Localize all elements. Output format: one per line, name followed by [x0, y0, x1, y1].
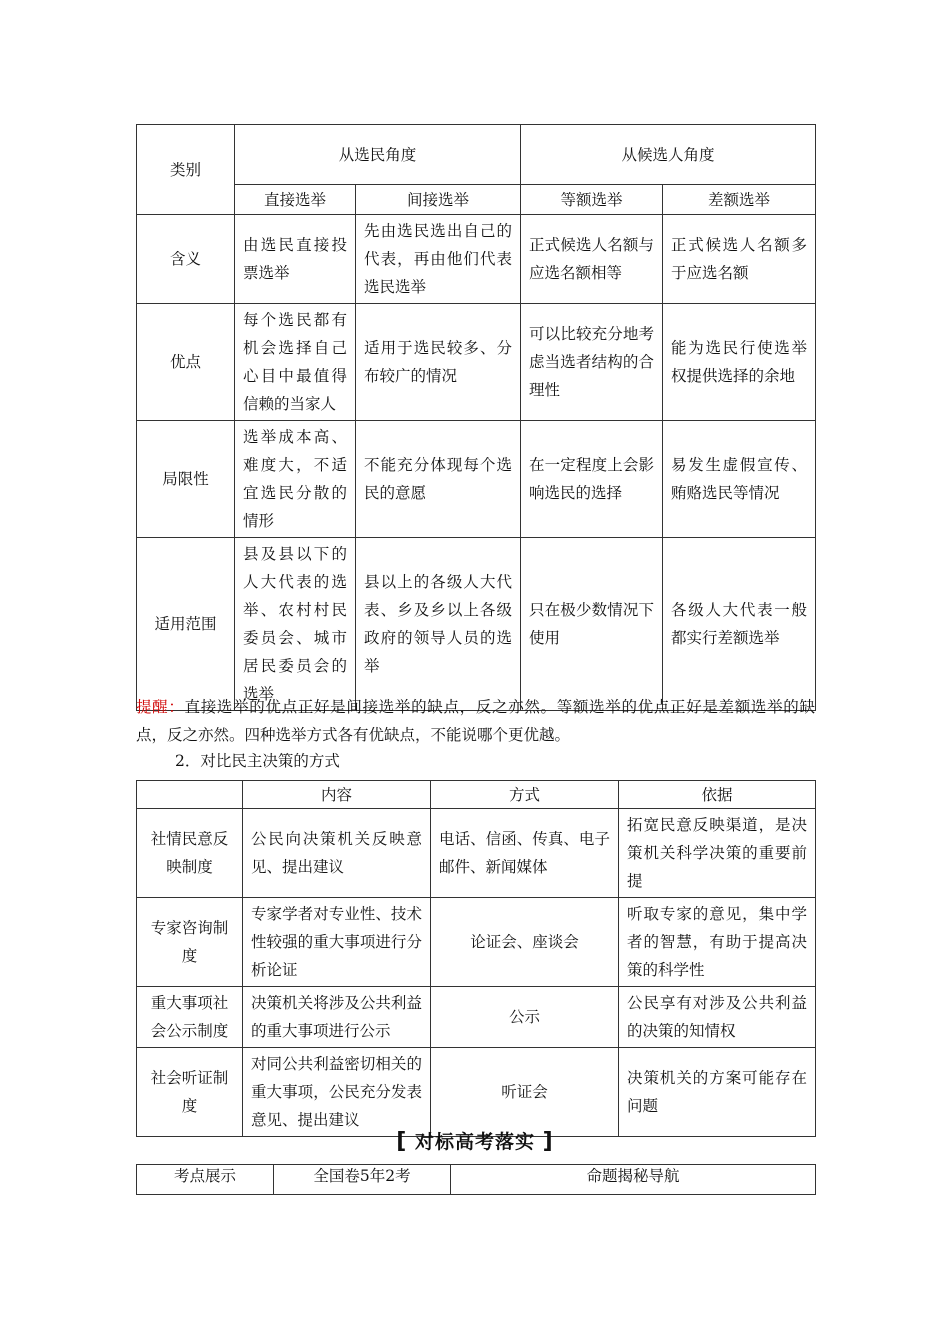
banner-right-bracket: ] [542, 1129, 554, 1154]
table-cell: 正式候选人名额多于应选名额 [663, 215, 816, 304]
table-cell: 公示 [431, 987, 619, 1048]
table-cell: 县及县以下的人大代表的选举、农村村民委员会、城市居民委员会的选举 [235, 538, 356, 711]
table-cell: 决策机关的方案可能存在问题 [619, 1048, 816, 1137]
table-cell: 电话、信函、传真、电子邮件、新闻媒体 [431, 809, 619, 898]
table-cell: 可以比较充分地考虑当选者结构的合理性 [521, 304, 663, 421]
table-row [137, 215, 816, 304]
row-label: 含义 [137, 215, 235, 304]
table2-header-method: 方式 [431, 781, 619, 809]
table1-corner: 类别 [137, 125, 235, 215]
table1-sub-direct: 直接选举 [235, 185, 356, 215]
table-row [137, 421, 816, 538]
table-cell: 只在极少数情况下使用 [521, 538, 663, 711]
table-cell: 正式候选人名额与应选名额相等 [521, 215, 663, 304]
table-cell: 由选民直接投票选举 [235, 215, 356, 304]
table-row [137, 898, 816, 987]
table-cell: 选举成本高、难度大，不适宜选民分散的情形 [235, 421, 356, 538]
table-cell: 公民向决策机关反映意见、提出建议 [243, 809, 431, 898]
row-label: 社会听证制度 [137, 1048, 243, 1137]
table2-header-basis: 依据 [619, 781, 816, 809]
table1-group-voter: 从选民角度 [235, 125, 521, 185]
table-cell: 论证会、座谈会 [431, 898, 619, 987]
section-banner [0, 1128, 950, 1156]
table-cell: 在一定程度上会影响选民的选择 [521, 421, 663, 538]
row-label: 适用范围 [137, 538, 235, 711]
table-cell: 能为选民行使选举权提供选择的余地 [663, 304, 816, 421]
table-row [137, 1048, 816, 1137]
table-row [137, 809, 816, 898]
row-label: 社情民意反映制度 [137, 809, 243, 898]
election-comparison-table [136, 124, 816, 711]
table2-header-content: 内容 [243, 781, 431, 809]
table-cell: 对同公共利益密切相关的重大事项，公民充分发表意见、提出建议 [243, 1048, 431, 1137]
table-cell: 听取专家的意见，集中学者的智慧，有助于提高决策的科学性 [619, 898, 816, 987]
table-cell: 各级人大代表一般都实行差额选举 [663, 538, 816, 711]
row-label: 局限性 [137, 421, 235, 538]
table3-header-guide: 命题揭秘导航 [451, 1165, 816, 1195]
banner-left-bracket: [ [396, 1129, 408, 1154]
reminder-text: 直接选举的优点正好是间接选举的缺点，反之亦然。等额选举的优点正好是差额选举的缺点，反之亦然。四种选举方式各有优缺点，不能说哪个更优越。 [136, 698, 815, 744]
table-row [137, 538, 816, 711]
banner-title: 对标高考落实 [414, 1131, 535, 1153]
row-label: 专家咨询制度 [137, 898, 243, 987]
reminder-note [136, 693, 815, 749]
table-cell: 专家学者对专业性、技术性较强的重大事项进行分析论证 [243, 898, 431, 987]
table3-header-points: 考点展示 [137, 1165, 274, 1195]
table-cell: 先由选民选出自己的代表，再由他们代表选民选举 [356, 215, 521, 304]
table1-sub-indirect: 间接选举 [356, 185, 521, 215]
table-cell: 适用于选民较多、分布较广的情况 [356, 304, 521, 421]
exam-points-table [136, 1164, 816, 1195]
table-row [137, 987, 816, 1048]
section-title: 2．对比民主决策的方式 [175, 752, 340, 770]
table-cell: 县以上的各级人大代表、乡及乡以上各级政府的领导人员的选举 [356, 538, 521, 711]
table-cell: 每个选民都有机会选择自己心目中最值得信赖的当家人 [235, 304, 356, 421]
table1-sub-equal: 等额选举 [521, 185, 663, 215]
table-cell: 公民享有对涉及公共利益的决策的知情权 [619, 987, 816, 1048]
table3-header-frequency: 全国卷5年2考 [274, 1165, 451, 1195]
table-cell: 拓宽民意反映渠道，是决策机关科学决策的重要前提 [619, 809, 816, 898]
table-row [137, 304, 816, 421]
table-cell: 不能充分体现每个选民的意愿 [356, 421, 521, 538]
decision-methods-table [136, 780, 816, 1137]
table2-header-empty [137, 781, 243, 809]
table-cell: 听证会 [431, 1048, 619, 1137]
row-label: 优点 [137, 304, 235, 421]
table-cell: 易发生虚假宣传、贿赂选民等情况 [663, 421, 816, 538]
table1-group-candidate: 从候选人角度 [521, 125, 816, 185]
table-cell: 决策机关将涉及公共利益的重大事项进行公示 [243, 987, 431, 1048]
table1-sub-competitive: 差额选举 [663, 185, 816, 215]
reminder-label: 提醒： [136, 698, 185, 716]
row-label: 重大事项社会公示制度 [137, 987, 243, 1048]
